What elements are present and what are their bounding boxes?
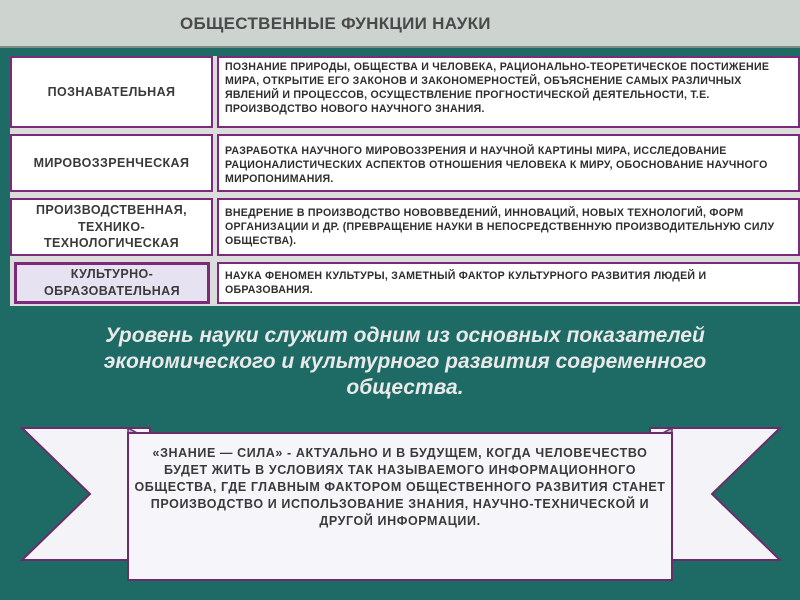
- function-description-cell: ПОЗНАНИЕ ПРИРОДЫ, ОБЩЕСТВА И ЧЕЛОВЕКА, РАЦИОНАЛЬНО-ТЕОРЕТИЧЕСКОЕ ПОСТИЖЕНИЕ МИРА, ОТКРЫТИЕ ЕГО ЗАКОНОВ И ЗАКОНОМЕРНОСТЕЙ, ОБЪЯСНЕНИЕ САМЫХ РАЗЛИЧНЫХ ЯВЛЕНИЙ И ПРОЦЕССОВ, ОСУЩЕСТВЛЕНИЕ ПРОГНОСТИЧЕСКОЙ ДЕЯТЕЛЬНОСТИ, Т.Е. ПРОИЗВОДСТВО НОВОГО НАУЧНОГО ЗНАНИЯ.: [217, 56, 800, 128]
- function-description-cell: НАУКА ФЕНОМЕН КУЛЬТУРЫ, ЗАМЕТНЫЙ ФАКТОР КУЛЬТУРНОГО РАЗВИТИЯ ЛЮДЕЙ И ОБРАЗОВАНИЯ.: [217, 262, 800, 304]
- function-name-cell: ПОЗНАВАТЕЛЬНАЯ: [10, 56, 213, 128]
- function-description-cell: ВНЕДРЕНИЕ В ПРОИЗВОДСТВО НОВОВВЕДЕНИЙ, ИННОВАЦИЙ, НОВЫХ ТЕХНОЛОГИЙ, ФОРМ ОРГАНИЗАЦИИ И ДР. (ПРЕВРАЩЕНИЕ НАУКИ В НЕПОСРЕДСТВЕННУЮ ПРОИЗВОДИТЕЛЬНУЮ СИЛУ ОБЩЕСТВА).: [217, 198, 800, 256]
- statement-text: Уровень науки служит одним из основных показателей экономического и культурного развития современного общества.: [103, 324, 707, 399]
- function-description-cell: РАЗРАБОТКА НАУЧНОГО МИРОВОЗЗРЕНИЯ И НАУЧНОЙ КАРТИНЫ МИРА, ИССЛЕДОВАНИЕ РАЦИОНАЛИСТИЧЕСКИХ АСПЕКТОВ ОТНОШЕНИЯ ЧЕЛОВЕКА К МИРУ, ОБОСНОВАНИЕ НАУЧНОГО МИРОПОНИМАНИЯ.: [217, 134, 800, 192]
- function-name-cell: КУЛЬТУРНО-ОБРАЗОВАТЕЛЬНАЯ: [14, 262, 210, 304]
- quote-text: «ЗНАНИЕ — СИЛА» - АКТУАЛЬНО И В БУДУЩЕМ, КОГДА ЧЕЛОВЕЧЕСТВО БУДЕТ ЖИТЬ В УСЛОВИЯХ ТАК НАЗЫВАЕМОГО ИНФОРМАЦИОННОГО ОБЩЕСТВА, ГДЕ ГЛАВНЫМ ФАКТОРОМ ОБЩЕСТВЕННОГО РАЗВИТИЯ СТАНЕТ ПРОИЗВОДСТВО И ИСПОЛЬЗОВАНИЕ ЗНАНИЯ, НАУЧНО-ТЕХНИЧЕСКОЙ И ДРУГОЙ ИНФОРМАЦИИ.: [134, 446, 666, 528]
- function-name-cell: МИРОВОЗЗРЕНЧЕСКАЯ: [10, 134, 213, 192]
- function-name-cell: ПРОИЗВОДСТВЕННАЯ, ТЕХНИКО-ТЕХНОЛОГИЧЕСКАЯ: [10, 198, 213, 256]
- slide-title: ОБЩЕСТВЕННЫЕ ФУНКЦИИ НАУКИ: [180, 14, 491, 33]
